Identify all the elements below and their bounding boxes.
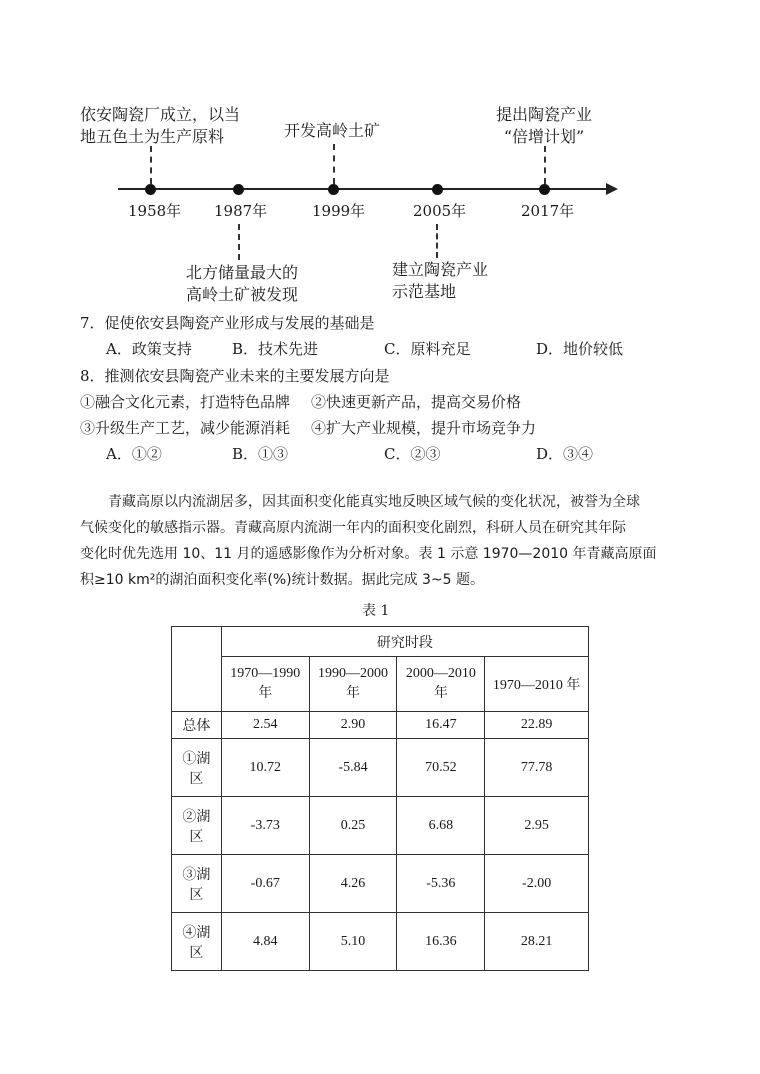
q7-option-c[interactable]: C．原料充足 (384, 340, 471, 358)
connector-1958 (150, 146, 152, 184)
passage-line-2: 气候变化的敏感指示器。青藏高原内流湖一年内的面积变化剧烈，科研人员在研究其年际 (80, 520, 626, 536)
table-cell: 10.72 (221, 739, 309, 797)
table-cell: -5.84 (309, 739, 397, 797)
passage-line-1: 青藏高原以内流湖居多，因其面积变化能真实地反映区域气候的变化状况，被誉为全球 (108, 494, 640, 510)
q8-item-2: ②快速更新产品，提高交易价格 (311, 393, 522, 411)
year-1987: 1987年 (214, 202, 268, 220)
q8-option-d[interactable]: D．③④ (536, 445, 594, 463)
connector-2017 (544, 146, 546, 184)
table-cell: -3.73 (221, 797, 309, 855)
period-header: 1970—2010 年 (485, 657, 589, 712)
table-cell: 2.54 (221, 712, 309, 739)
connector-1999 (333, 144, 335, 184)
row-label: ②湖 区 (172, 797, 222, 855)
event-1987-label: 北方储量最大的 高岭土矿被发现 (186, 263, 299, 304)
table-cell: -2.00 (485, 855, 589, 913)
table-cell: -5.36 (397, 855, 485, 913)
year-2017: 2017年 (521, 202, 575, 220)
table-cell: 70.52 (397, 739, 485, 797)
event-2017-label: 提出陶瓷产业 “倍增计划” (495, 105, 592, 146)
q7-option-b[interactable]: B．技术先进 (232, 340, 319, 358)
table-cell: 4.84 (221, 913, 309, 971)
event-1999-label: 开发高岭土矿 (284, 121, 381, 140)
table-row (172, 797, 589, 855)
table-corner-cell (172, 627, 222, 712)
arrow-right-icon (606, 183, 618, 195)
connector-1987 (238, 224, 240, 260)
table-row (172, 913, 589, 971)
table-cell: 0.25 (309, 797, 397, 855)
table-cell: 6.68 (397, 797, 485, 855)
passage-line-4: 积≥10 km²的湖泊面积变化率(%)统计数据。据此完成 3~5 题。 (80, 572, 485, 588)
table-row (172, 739, 589, 797)
period-header: 2000—2010 年 (397, 657, 485, 712)
event-2005-label: 建立陶瓷产业 示范基地 (392, 260, 489, 301)
q8-item-3: ③升级生产工艺，减少能源消耗 (80, 419, 291, 437)
timeline-dot-1999 (328, 184, 339, 195)
q8-stem: 8．推测依安县陶瓷产业未来的主要发展方向是 (80, 367, 390, 385)
timeline-dot-1987 (233, 184, 244, 195)
table-row (172, 712, 589, 739)
event-1958-label: 依安陶瓷厂成立，以当 地五色土为生产原料 (80, 105, 241, 146)
year-1999: 1999年 (312, 202, 366, 220)
table-cell: 22.89 (485, 712, 589, 739)
timeline-axis (118, 188, 608, 190)
q7-stem: 7．促使依安县陶瓷产业形成与发展的基础是 (80, 314, 375, 332)
timeline-dot-2005 (432, 184, 443, 195)
table-cell: 28.21 (485, 913, 589, 971)
q8-item-4: ④扩大产业规模，提升市场竞争力 (311, 419, 537, 437)
year-1958: 1958年 (128, 202, 182, 220)
row-label: ④湖 区 (172, 913, 222, 971)
table-cell: 5.10 (309, 913, 397, 971)
timeline-dot-1958 (145, 184, 156, 195)
table-cell: 4.26 (309, 855, 397, 913)
table-row (172, 855, 589, 913)
q8-option-a[interactable]: A．①② (106, 445, 162, 463)
row-label: ①湖 区 (172, 739, 222, 797)
passage (80, 489, 700, 593)
period-header: 1970—1990 年 (221, 657, 309, 712)
q7-option-d[interactable]: D．地价较低 (536, 340, 624, 358)
row-label: ③湖 区 (172, 855, 222, 913)
period-header: 1990—2000 年 (309, 657, 397, 712)
q8-option-b[interactable]: B．①③ (232, 445, 289, 463)
table-cell: -0.67 (221, 855, 309, 913)
q8-option-c[interactable]: C．②③ (384, 445, 441, 463)
row-label: 总体 (172, 712, 222, 739)
table-cell: 16.47 (397, 712, 485, 739)
q7-option-a[interactable]: A．政策支持 (106, 340, 192, 358)
year-2005: 2005年 (413, 202, 467, 220)
table-cell: 77.78 (485, 739, 589, 797)
timeline-dot-2017 (539, 184, 550, 195)
table-caption: 表 1 (362, 603, 390, 619)
table-cell: 2.90 (309, 712, 397, 739)
connector-2005 (436, 224, 438, 258)
table-cell: 2.95 (485, 797, 589, 855)
table-cell: 16.36 (397, 913, 485, 971)
table-group-header: 研究时段 (221, 627, 588, 657)
passage-line-3: 变化时优先选用 10、11 月的遥感影像作为分析对象。表 1 示意 1970—2010 年青藏高原面 (80, 546, 657, 562)
data-table (171, 626, 589, 971)
q8-item-1: ①融合文化元素，打造特色品牌 (80, 393, 291, 411)
